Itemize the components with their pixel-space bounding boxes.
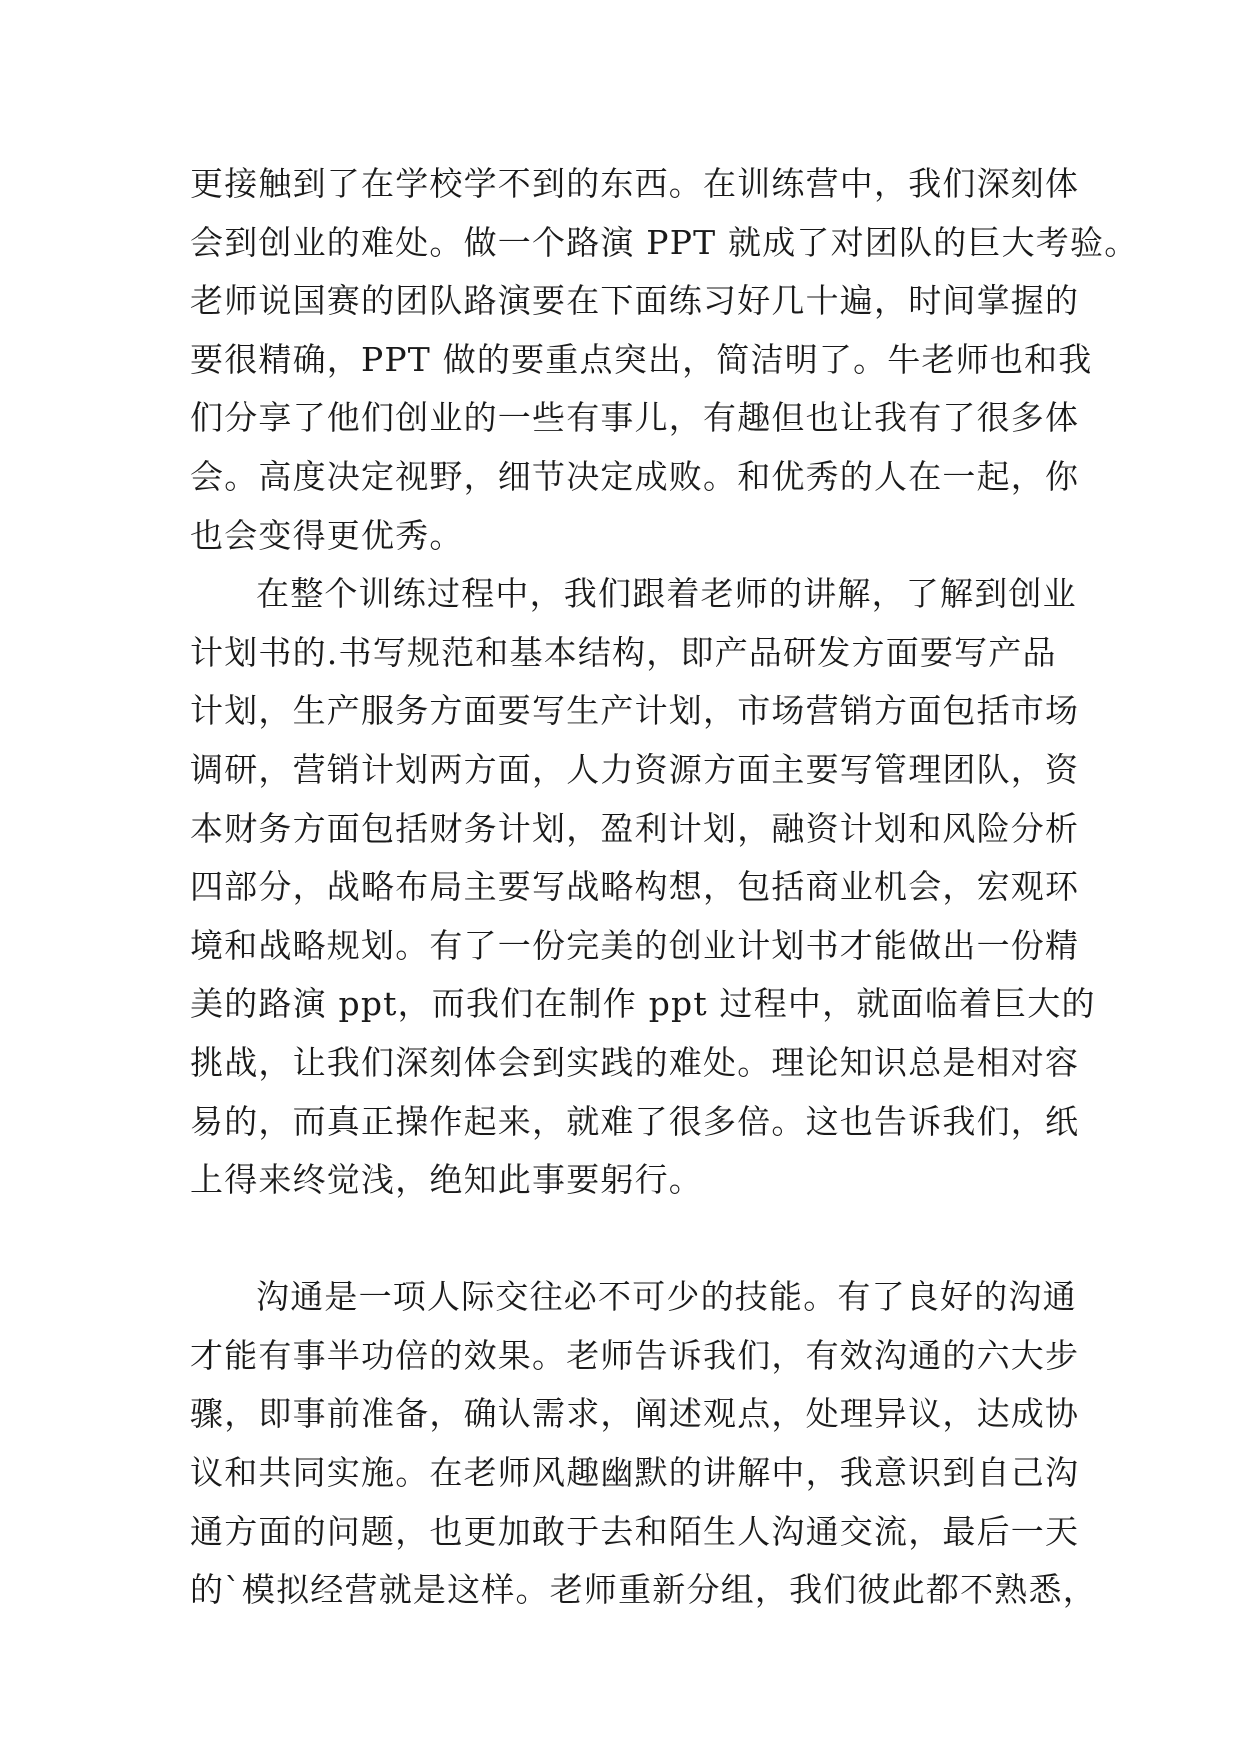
text-line: 通方面的问题，也更加敢于去和陌生人沟通交流，最后一天 xyxy=(190,1511,1080,1551)
text-line: 才能有事半功倍的效果。老师告诉我们，有效沟通的六大步 xyxy=(190,1335,1080,1375)
text-line: 的`模拟经营就是这样。老师重新分组，我们彼此都不熟悉， xyxy=(190,1570,1097,1610)
text-line: 议和共同实施。在老师风趣幽默的讲解中，我意识到自己沟 xyxy=(190,1453,1080,1493)
text-line: 挑战，让我们深刻体会到实践的难处。理论知识总是相对容 xyxy=(190,1042,1080,1082)
text-line: 也会变得更优秀。 xyxy=(190,515,464,555)
text-line: 易的，而真正操作起来，就难了很多倍。这也告诉我们，纸 xyxy=(190,1101,1080,1141)
paragraph-2 xyxy=(190,565,1096,1268)
document-body xyxy=(190,155,1139,1620)
text-line: 老师说国赛的团队路演要在下面练习好几十遍，时间掌握的 xyxy=(190,281,1080,321)
text-line xyxy=(190,1210,1050,1269)
text-line: 更接触到了在学校学不到的东西。在训练营中，我们深刻体 xyxy=(190,164,1080,203)
text-line: 会。高度决定视野，细节决定成败。和优秀的人在一起，你 xyxy=(190,456,1080,496)
text-line: 们分享了他们创业的一些有事儿，有趣但也让我有了很多体 xyxy=(190,398,1080,438)
text-line: 美的路演 ppt，而我们在制作 ppt 过程中，就面临着巨大的 xyxy=(190,984,1096,1024)
text-line: 四部分，战略布局主要写战略构想，包括商业机会，宏观环 xyxy=(190,867,1080,907)
text-line: 本财务方面包括财务计划，盈利计划，融资计划和风险分析 xyxy=(190,808,1080,848)
text-line: 在整个训练过程中，我们跟着老师的讲解，了解到创业 xyxy=(256,574,1077,614)
text-line: 沟通是一项人际交往必不可少的技能。有了良好的沟通 xyxy=(256,1277,1077,1317)
paragraph-1 xyxy=(190,155,1139,565)
text-line: 要很精确，PPT 做的要重点突出，简洁明了。牛老师也和我 xyxy=(190,339,1093,379)
text-line: 计划书的.书写规范和基本结构，即产品研发方面要写产品 xyxy=(190,632,1057,672)
text-line: 上得来终觉浅，绝知此事要躬行。 xyxy=(190,1160,703,1200)
text-line: 计划，生产服务方面要写生产计划，市场营销方面包括市场 xyxy=(190,691,1080,731)
text-line: 境和战略规划。有了一份完美的创业计划书才能做出一份精 xyxy=(190,925,1080,965)
paragraph-3 xyxy=(190,1268,1097,1620)
text-line: 会到创业的难处。做一个路演 PPT 就成了对团队的巨大考验。 xyxy=(190,222,1139,262)
text-line: 调研，营销计划两方面，人力资源方面主要写管理团队，资 xyxy=(190,749,1080,789)
text-line: 骤，即事前准备，确认需求，阐述观点，处理异议，达成协 xyxy=(190,1394,1080,1434)
